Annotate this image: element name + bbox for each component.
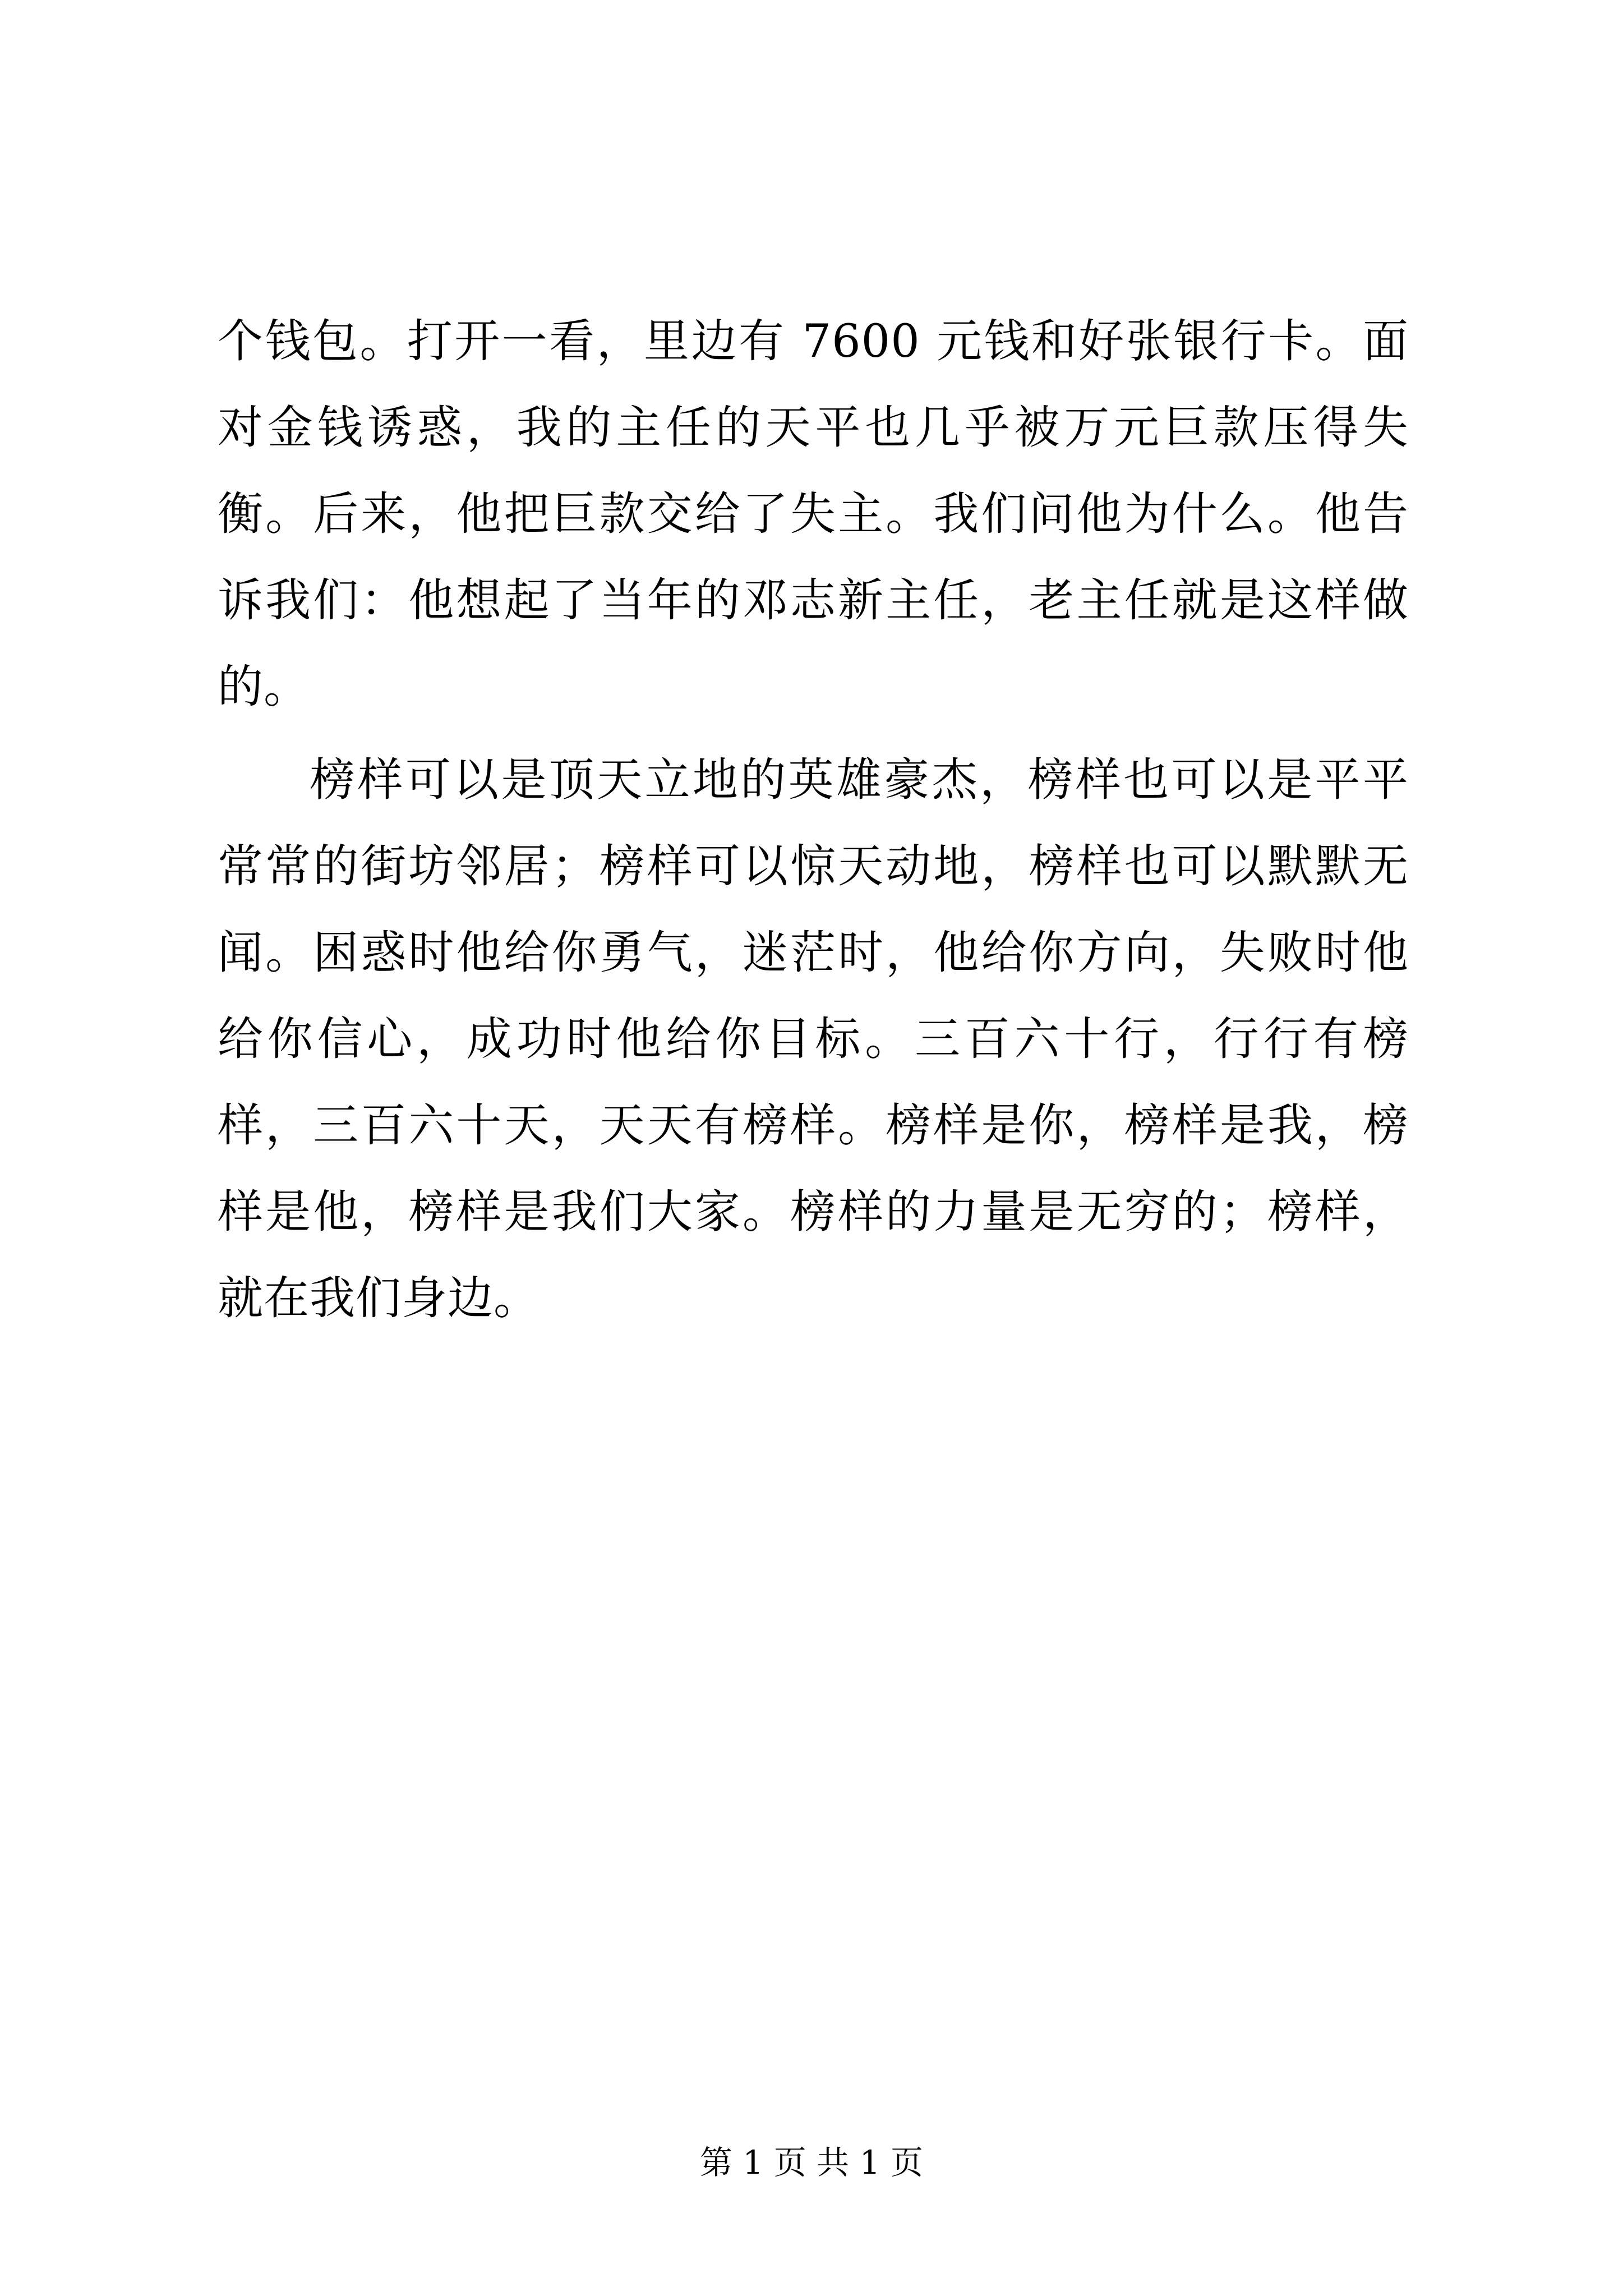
paragraph-1: 个钱包。打开一看，里边有 7600 元钱和好张银行卡。面对金钱诱惑，我的主任的天平也几乎被万元巨款压得失衡。后来，他把巨款交给了失主。我们问他为什么。他告诉我们：他想起了当年的邓志新主任，老主任就是这样做的。 — [218, 315, 1409, 714]
document-body — [218, 298, 1409, 1342]
paragraph-2: 榜样可以是顶天立地的英雄豪杰，榜样也可以是平平常常的街坊邻居；榜样可以惊天动地，榜样也可以默默无闻。困惑时他给你勇气，迷茫时，他给你方向，失败时他给你信心，成功时他给你目标。三百六十行，行行有榜样，三百六十天，天天有榜样。榜样是你，榜样是我，榜样是他，榜样是我们大家。榜样的力量是无穷的；榜样，就在我们身边。 — [218, 754, 1409, 1325]
page-number-footer: 第 1 页 共 1 页 — [700, 2143, 923, 2182]
